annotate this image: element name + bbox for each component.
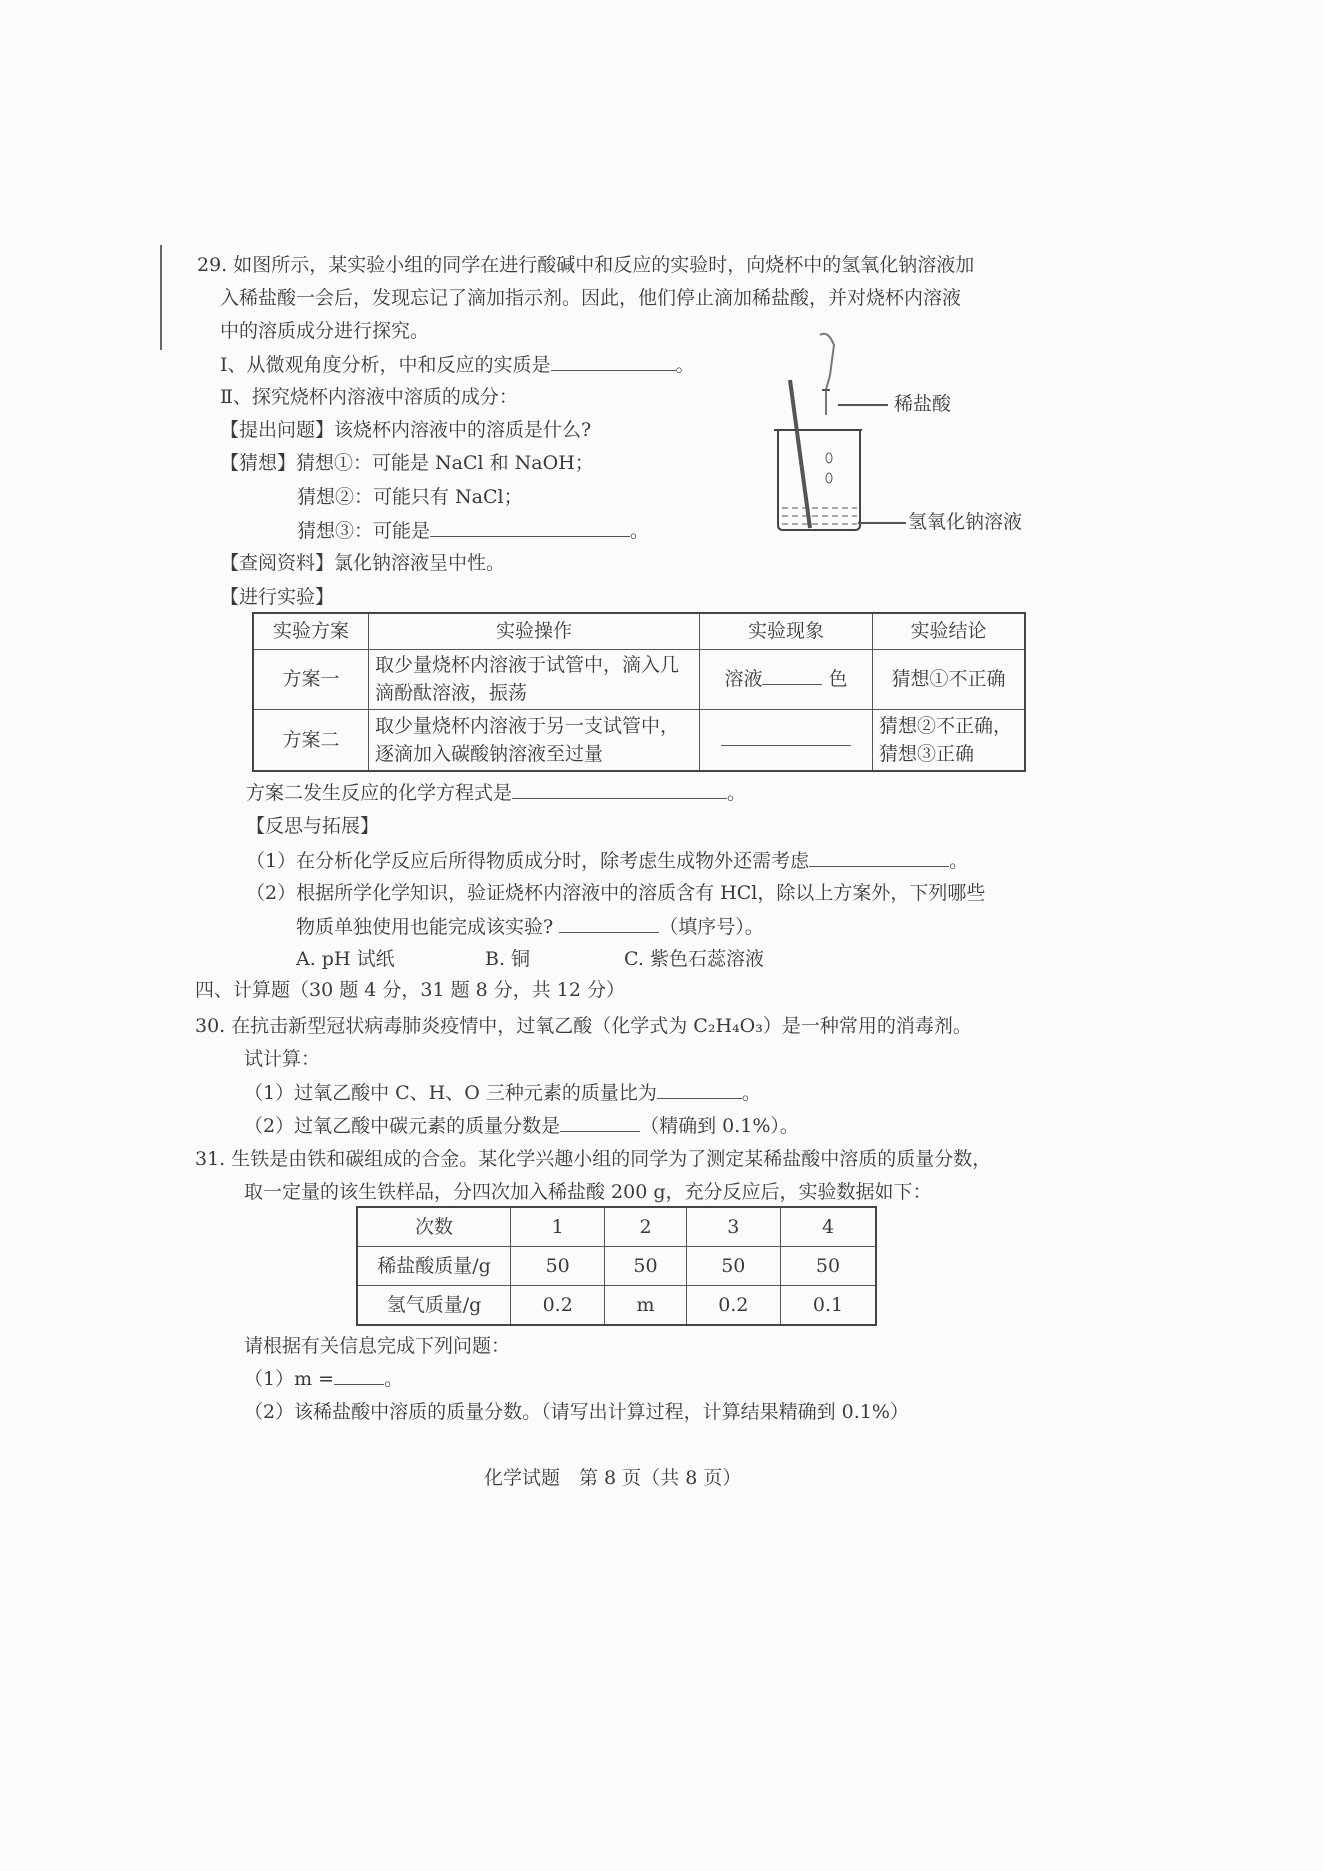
table-row bbox=[253, 649, 1025, 709]
answer-blank[interactable] bbox=[809, 848, 949, 867]
header-cell: 实验操作 bbox=[369, 613, 700, 649]
glass-rod-icon bbox=[790, 380, 810, 528]
r2b-text: 物质单独使用也能完成该实验? bbox=[296, 916, 554, 938]
q31-prompt: 请根据有关信息完成下列问题： bbox=[244, 1335, 511, 1357]
conclusion-cell bbox=[873, 709, 1026, 771]
q29-part2: Ⅱ、探究烧杯内溶液中溶质的成分： bbox=[220, 386, 518, 408]
conclusion-line: 猜想③正确 bbox=[879, 742, 975, 765]
answer-blank[interactable] bbox=[559, 914, 659, 933]
header-cell: 3 bbox=[686, 1207, 780, 1247]
r1-text: （1）在分析化学反应后所得物质成分时，除考虑生成物外还需考虑 bbox=[246, 850, 810, 872]
q31-s1 bbox=[244, 1366, 403, 1391]
table-cell: 50 bbox=[605, 1247, 686, 1286]
s1-text: （1）m = bbox=[244, 1368, 335, 1390]
part1-text: Ⅰ、从微观角度分析，中和反应的实质是 bbox=[220, 354, 551, 376]
q29-info: 【查阅资料】氯化钠溶液呈中性。 bbox=[220, 552, 506, 574]
option-b: B. 铜 bbox=[485, 948, 531, 970]
q29-experiment: 【进行实验】 bbox=[220, 586, 335, 608]
answer-blank[interactable] bbox=[560, 1113, 640, 1132]
q29-equation bbox=[246, 780, 746, 805]
table-cell: 50 bbox=[511, 1247, 605, 1286]
q29-line3: 中的溶质成分进行探究。 bbox=[220, 320, 430, 342]
row-label: 稀盐酸质量/g bbox=[357, 1247, 511, 1286]
header-cell: 4 bbox=[781, 1207, 877, 1247]
header-cell: 实验结论 bbox=[873, 613, 1026, 649]
q29-reflect: 【反思与拓展】 bbox=[246, 815, 380, 837]
conclusion-line: 猜想②不正确， bbox=[879, 714, 1013, 737]
dropper-icon bbox=[820, 334, 834, 415]
answer-blank[interactable] bbox=[512, 780, 727, 799]
answer-blank[interactable] bbox=[762, 666, 822, 685]
obs-prefix: 溶液 bbox=[724, 668, 763, 690]
period: 。 bbox=[384, 1368, 404, 1390]
experiment-table bbox=[252, 612, 1026, 772]
s2b-text: （精确到 0.1%）。 bbox=[640, 1115, 799, 1137]
data-table bbox=[356, 1206, 877, 1326]
plan-cell: 方案一 bbox=[253, 649, 369, 709]
q29-guess2: 猜想②：可能只有 NaCl； bbox=[297, 486, 523, 508]
answer-blank[interactable] bbox=[657, 1080, 742, 1099]
table-header-row bbox=[253, 613, 1025, 649]
plan-cell: 方案二 bbox=[253, 709, 369, 771]
obs-suffix: 色 bbox=[828, 668, 848, 690]
s1-text: （1）过氧乙酸中 C、H、O 三种元素的质量比为 bbox=[244, 1082, 657, 1104]
q30-s2 bbox=[244, 1113, 799, 1138]
option-c: C. 紫色石蕊溶液 bbox=[624, 948, 764, 970]
table-cell: m bbox=[605, 1286, 686, 1326]
q29-guess3 bbox=[297, 518, 649, 543]
q31-line2: 取一定量的该生铁样品，分四次加入稀盐酸 200 g，充分反应后，实验数据如下： bbox=[244, 1181, 932, 1203]
period: 。 bbox=[727, 782, 747, 804]
s2-text: （2）过氧乙酸中碳元素的质量分数是 bbox=[244, 1115, 561, 1137]
r2c-text: （填序号）。 bbox=[659, 916, 764, 938]
table-row bbox=[357, 1286, 876, 1326]
header-cell: 1 bbox=[511, 1207, 605, 1247]
answer-blank[interactable] bbox=[551, 352, 676, 371]
section-4-heading: 四、计算题（30 题 4 分，31 题 8 分，共 12 分） bbox=[195, 979, 626, 1001]
q29-r1 bbox=[246, 848, 968, 873]
beaker-figure bbox=[760, 330, 870, 540]
answer-blank[interactable] bbox=[334, 1366, 384, 1385]
q29-part1 bbox=[220, 352, 695, 377]
table-cell: 0.2 bbox=[686, 1286, 780, 1326]
table-cell: 0.1 bbox=[781, 1286, 877, 1326]
operation-cell: 取少量烧杯内溶液于试管中，滴入几滴酚酞溶液，振荡 bbox=[369, 649, 700, 709]
table-row bbox=[357, 1247, 876, 1286]
header-cell: 实验方案 bbox=[253, 613, 369, 649]
table-header-row bbox=[357, 1207, 876, 1247]
beaker-icon bbox=[778, 430, 860, 530]
q30-line2: 试计算： bbox=[244, 1048, 321, 1070]
header-cell: 实验现象 bbox=[700, 613, 873, 649]
table-cell: 50 bbox=[781, 1247, 877, 1286]
operation-cell: 取少量烧杯内溶液于另一支试管中，逐滴加入碳酸钠溶液至过量 bbox=[369, 709, 700, 771]
q30-s1 bbox=[244, 1080, 761, 1105]
answer-blank[interactable] bbox=[721, 727, 851, 746]
header-cell: 2 bbox=[605, 1207, 686, 1247]
period: 。 bbox=[630, 520, 650, 542]
row-label: 氢气质量/g bbox=[357, 1286, 511, 1326]
observation-cell bbox=[700, 709, 873, 771]
base-label: 氢氧化钠溶液 bbox=[908, 511, 1023, 533]
q30-line1: 30. 在抗击新型冠状病毒肺炎疫情中，过氧乙酸（化学式为 C₂H₄O₃）是一种常用的消毒剂。 bbox=[195, 1015, 972, 1037]
q31-line1: 31. 生铁是由铁和碳组成的合金。某化学兴趣小组的同学为了测定某稀盐酸中溶质的质量分数， bbox=[195, 1148, 992, 1170]
equation-text: 方案二发生反应的化学方程式是 bbox=[246, 782, 513, 804]
table-row bbox=[253, 709, 1025, 771]
q29-line2: 入稀盐酸一会后，发现忘记了滴加指示剂。因此，他们停止滴加稀盐酸，并对烧杯内溶液 bbox=[220, 287, 962, 309]
q29-guess1: 【猜想】猜想①：可能是 NaCl 和 NaOH； bbox=[220, 452, 594, 474]
conclusion-cell: 猜想①不正确 bbox=[873, 649, 1026, 709]
q29-question: 【提出问题】该烧杯内溶液中的溶质是什么? bbox=[220, 419, 592, 441]
guess3-text: 猜想③：可能是 bbox=[297, 520, 431, 542]
q29-r2b bbox=[296, 914, 764, 939]
option-a: A. pH 试纸 bbox=[296, 948, 395, 970]
period: 。 bbox=[675, 354, 695, 376]
period: 。 bbox=[949, 850, 969, 872]
q29-r2a: （2）根据所学化学知识，验证烧杯内溶液中的溶质含有 HCl，除以上方案外，下列哪些 bbox=[246, 882, 986, 904]
label-leader bbox=[838, 404, 888, 406]
acid-label: 稀盐酸 bbox=[894, 393, 952, 415]
table-cell: 50 bbox=[686, 1247, 780, 1286]
table-cell: 0.2 bbox=[511, 1286, 605, 1326]
label-leader bbox=[858, 522, 906, 524]
page-footer: 化学试题 第 8 页（共 8 页） bbox=[484, 1467, 742, 1489]
header-cell: 次数 bbox=[357, 1207, 511, 1247]
margin-line bbox=[160, 245, 162, 350]
observation-cell bbox=[700, 649, 873, 709]
period: 。 bbox=[741, 1082, 761, 1104]
q31-s2: （2）该稀盐酸中溶质的质量分数。（请写出计算过程，计算结果精确到 0.1%） bbox=[244, 1401, 909, 1423]
answer-blank[interactable] bbox=[430, 518, 630, 537]
q29-line1: 29. 如图所示，某实验小组的同学在进行酸碱中和反应的实验时，向烧杯中的氢氧化钠溶液加 bbox=[197, 254, 975, 276]
